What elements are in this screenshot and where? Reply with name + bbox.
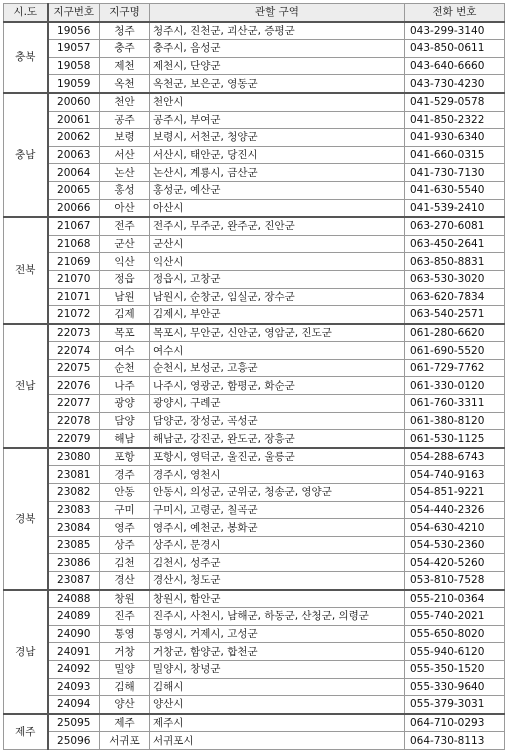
- phone-cell: 055-379-3031: [405, 696, 505, 714]
- office-name-cell: 군산: [100, 235, 150, 253]
- phone-cell: 063-850-8831: [405, 253, 505, 271]
- district-number-cell: 19059: [48, 75, 100, 93]
- table-row: [4, 270, 505, 288]
- office-name-cell: 천안: [100, 93, 150, 111]
- office-name-cell: 아산: [100, 199, 150, 217]
- district-number-cell: 20062: [48, 129, 100, 147]
- office-name-cell: 제천: [100, 57, 150, 75]
- table-row: [4, 643, 505, 661]
- office-name-cell: 여수: [100, 342, 150, 360]
- phone-cell: 043-730-4230: [405, 75, 505, 93]
- district-number-cell: 22079: [48, 430, 100, 448]
- jurisdiction-cell: 양산시: [150, 696, 405, 714]
- header-row: [4, 4, 505, 22]
- phone-cell: 053-810-7528: [405, 572, 505, 590]
- office-name-cell: 나주: [100, 377, 150, 395]
- district-number-cell: 23082: [48, 484, 100, 502]
- office-name-cell: 보령: [100, 129, 150, 147]
- region-cell: 제주: [4, 714, 48, 750]
- phone-cell: 054-440-2326: [405, 501, 505, 519]
- table-row: [4, 253, 505, 271]
- phone-cell: 041-730-7130: [405, 164, 505, 182]
- office-name-cell: 통영: [100, 625, 150, 643]
- phone-cell: 061-729-7762: [405, 359, 505, 377]
- phone-cell: 054-851-9221: [405, 484, 505, 502]
- table-row: [4, 217, 505, 235]
- district-number-cell: 24094: [48, 696, 100, 714]
- phone-cell: 061-280-6620: [405, 324, 505, 342]
- office-name-cell: 영주: [100, 519, 150, 537]
- header-number: 지구번호: [48, 4, 100, 22]
- phone-cell: 055-210-0364: [405, 590, 505, 608]
- office-name-cell: 경산: [100, 572, 150, 590]
- phone-cell: 055-650-8020: [405, 625, 505, 643]
- phone-cell: 061-760-3311: [405, 395, 505, 413]
- jurisdiction-cell: 거창군, 함양군, 합천군: [150, 643, 405, 661]
- office-name-cell: 서귀포: [100, 732, 150, 750]
- phone-cell: 064-730-8113: [405, 732, 505, 750]
- jurisdiction-cell: 진주시, 사천시, 남해군, 하동군, 산청군, 의령군: [150, 608, 405, 626]
- jurisdiction-cell: 보령시, 서천군, 청양군: [150, 129, 405, 147]
- jurisdiction-cell: 제천시, 단양군: [150, 57, 405, 75]
- phone-cell: 041-930-6340: [405, 129, 505, 147]
- table-row: [4, 181, 505, 199]
- phone-cell: 063-450-2641: [405, 235, 505, 253]
- district-number-cell: 24091: [48, 643, 100, 661]
- office-name-cell: 창원: [100, 590, 150, 608]
- district-number-cell: 24093: [48, 678, 100, 696]
- region-cell: 경북: [4, 448, 48, 590]
- phone-cell: 061-690-5520: [405, 342, 505, 360]
- district-number-cell: 21071: [48, 288, 100, 306]
- header-office: 지구명: [100, 4, 150, 22]
- phone-cell: 063-540-2571: [405, 306, 505, 324]
- district-number-cell: 19058: [48, 57, 100, 75]
- jurisdiction-cell: 담양군, 장성군, 곡성군: [150, 412, 405, 430]
- table-row: [4, 75, 505, 93]
- office-name-cell: 순천: [100, 359, 150, 377]
- district-number-cell: 23085: [48, 536, 100, 554]
- office-name-cell: 서산: [100, 146, 150, 164]
- jurisdiction-cell: 홍성군, 예산군: [150, 181, 405, 199]
- office-name-cell: 담양: [100, 412, 150, 430]
- table-row: [4, 199, 505, 217]
- jurisdiction-cell: 서귀포시: [150, 732, 405, 750]
- jurisdiction-cell: 청주시, 진천군, 괴산군, 증평군: [150, 22, 405, 40]
- office-name-cell: 포항: [100, 448, 150, 466]
- jurisdiction-cell: 창원시, 함안군: [150, 590, 405, 608]
- phone-cell: 055-330-9640: [405, 678, 505, 696]
- table-row: [4, 111, 505, 129]
- district-number-cell: 21070: [48, 270, 100, 288]
- office-name-cell: 익산: [100, 253, 150, 271]
- phone-cell: 061-530-1125: [405, 430, 505, 448]
- office-name-cell: 청주: [100, 22, 150, 40]
- jurisdiction-cell: 군산시: [150, 235, 405, 253]
- phone-cell: 063-620-7834: [405, 288, 505, 306]
- district-number-cell: 20066: [48, 199, 100, 217]
- jurisdiction-cell: 전주시, 무주군, 완주군, 진안군: [150, 217, 405, 235]
- district-number-cell: 23083: [48, 501, 100, 519]
- phone-cell: 055-740-2021: [405, 608, 505, 626]
- table-row: [4, 359, 505, 377]
- office-name-cell: 공주: [100, 111, 150, 129]
- jurisdiction-cell: 통영시, 거제시, 고성군: [150, 625, 405, 643]
- table-row: [4, 306, 505, 324]
- jurisdiction-cell: 아산시: [150, 199, 405, 217]
- table-row: [4, 342, 505, 360]
- district-number-cell: 22073: [48, 324, 100, 342]
- phone-cell: 041-539-2410: [405, 199, 505, 217]
- table-row: [4, 536, 505, 554]
- district-number-cell: 19056: [48, 22, 100, 40]
- table-body: [4, 22, 505, 750]
- district-number-cell: 23087: [48, 572, 100, 590]
- office-name-cell: 거창: [100, 643, 150, 661]
- jurisdiction-cell: 여수시: [150, 342, 405, 360]
- office-name-cell: 밀양: [100, 660, 150, 678]
- phone-cell: 041-660-0315: [405, 146, 505, 164]
- phone-cell: 055-940-6120: [405, 643, 505, 661]
- office-name-cell: 전주: [100, 217, 150, 235]
- table-row: [4, 235, 505, 253]
- table-row: [4, 164, 505, 182]
- table-row: [4, 93, 505, 111]
- office-name-cell: 상주: [100, 536, 150, 554]
- district-number-cell: 25096: [48, 732, 100, 750]
- table-row: [4, 484, 505, 502]
- district-number-cell: 25095: [48, 714, 100, 732]
- region-cell: 충북: [4, 22, 48, 93]
- district-number-cell: 21068: [48, 235, 100, 253]
- header-region: 시.도: [4, 4, 48, 22]
- table-row: [4, 40, 505, 58]
- table-row: [4, 22, 505, 40]
- jurisdiction-cell: 천안시: [150, 93, 405, 111]
- office-name-cell: 홍성: [100, 181, 150, 199]
- jurisdiction-cell: 김해시: [150, 678, 405, 696]
- office-name-cell: 경주: [100, 466, 150, 484]
- phone-cell: 043-850-0611: [405, 40, 505, 58]
- table-container: [3, 3, 505, 750]
- district-number-cell: 20064: [48, 164, 100, 182]
- district-number-cell: 22076: [48, 377, 100, 395]
- table-row: [4, 448, 505, 466]
- office-name-cell: 남원: [100, 288, 150, 306]
- office-name-cell: 해남: [100, 430, 150, 448]
- district-number-cell: 20060: [48, 93, 100, 111]
- table-row: [4, 57, 505, 75]
- office-name-cell: 정읍: [100, 270, 150, 288]
- office-name-cell: 진주: [100, 608, 150, 626]
- table-row: [4, 714, 505, 732]
- table-row: [4, 129, 505, 147]
- office-name-cell: 광양: [100, 395, 150, 413]
- jurisdiction-cell: 나주시, 영광군, 함평군, 화순군: [150, 377, 405, 395]
- table-row: [4, 146, 505, 164]
- office-name-cell: 양산: [100, 696, 150, 714]
- office-name-cell: 김제: [100, 306, 150, 324]
- jurisdiction-cell: 광양시, 구례군: [150, 395, 405, 413]
- district-number-cell: 23086: [48, 554, 100, 572]
- jurisdiction-cell: 경주시, 영천시: [150, 466, 405, 484]
- phone-cell: 054-530-2360: [405, 536, 505, 554]
- jurisdiction-cell: 경산시, 청도군: [150, 572, 405, 590]
- table-row: [4, 660, 505, 678]
- table-row: [4, 288, 505, 306]
- phone-cell: 064-710-0293: [405, 714, 505, 732]
- table-row: [4, 395, 505, 413]
- header-phone: 전화 번호: [405, 4, 505, 22]
- district-number-cell: 19057: [48, 40, 100, 58]
- phone-cell: 061-380-8120: [405, 412, 505, 430]
- district-number-cell: 24088: [48, 590, 100, 608]
- table-row: [4, 519, 505, 537]
- jurisdiction-cell: 영주시, 예천군, 봉화군: [150, 519, 405, 537]
- region-cell: 충남: [4, 93, 48, 217]
- district-number-cell: 21067: [48, 217, 100, 235]
- district-table: [3, 3, 505, 750]
- table-row: [4, 732, 505, 750]
- jurisdiction-cell: 밀양시, 창녕군: [150, 660, 405, 678]
- jurisdiction-cell: 해남군, 강진군, 완도군, 장흥군: [150, 430, 405, 448]
- office-name-cell: 제주: [100, 714, 150, 732]
- district-number-cell: 23084: [48, 519, 100, 537]
- office-name-cell: 충주: [100, 40, 150, 58]
- jurisdiction-cell: 목포시, 무안군, 신안군, 영암군, 진도군: [150, 324, 405, 342]
- office-name-cell: 구미: [100, 501, 150, 519]
- phone-cell: 055-350-1520: [405, 660, 505, 678]
- jurisdiction-cell: 포항시, 영덕군, 울진군, 울릉군: [150, 448, 405, 466]
- district-number-cell: 20061: [48, 111, 100, 129]
- jurisdiction-cell: 옥천군, 보은군, 영동군: [150, 75, 405, 93]
- table-row: [4, 608, 505, 626]
- jurisdiction-cell: 논산시, 계룡시, 금산군: [150, 164, 405, 182]
- table-row: [4, 324, 505, 342]
- jurisdiction-cell: 김천시, 성주군: [150, 554, 405, 572]
- office-name-cell: 김천: [100, 554, 150, 572]
- office-name-cell: 안동: [100, 484, 150, 502]
- phone-cell: 043-299-3140: [405, 22, 505, 40]
- jurisdiction-cell: 김제시, 부안군: [150, 306, 405, 324]
- office-name-cell: 옥천: [100, 75, 150, 93]
- district-number-cell: 22074: [48, 342, 100, 360]
- phone-cell: 041-850-2322: [405, 111, 505, 129]
- jurisdiction-cell: 상주시, 문경시: [150, 536, 405, 554]
- table-row: [4, 466, 505, 484]
- district-number-cell: 20065: [48, 181, 100, 199]
- table-row: [4, 554, 505, 572]
- phone-cell: 054-288-6743: [405, 448, 505, 466]
- district-number-cell: 23080: [48, 448, 100, 466]
- jurisdiction-cell: 공주시, 부여군: [150, 111, 405, 129]
- table-row: [4, 430, 505, 448]
- jurisdiction-cell: 익산시: [150, 253, 405, 271]
- table-row: [4, 572, 505, 590]
- phone-cell: 043-640-6660: [405, 57, 505, 75]
- jurisdiction-cell: 제주시: [150, 714, 405, 732]
- jurisdiction-cell: 정읍시, 고창군: [150, 270, 405, 288]
- district-number-cell: 21072: [48, 306, 100, 324]
- region-cell: 경남: [4, 590, 48, 714]
- header-area: 관할 구역: [150, 4, 405, 22]
- office-name-cell: 논산: [100, 164, 150, 182]
- phone-cell: 054-740-9163: [405, 466, 505, 484]
- table-row: [4, 377, 505, 395]
- phone-cell: 041-529-0578: [405, 93, 505, 111]
- jurisdiction-cell: 안동시, 의성군, 군위군, 청송군, 영양군: [150, 484, 405, 502]
- region-cell: 전남: [4, 324, 48, 448]
- district-number-cell: 24090: [48, 625, 100, 643]
- table-row: [4, 501, 505, 519]
- phone-cell: 063-270-6081: [405, 217, 505, 235]
- table-row: [4, 412, 505, 430]
- phone-cell: 041-630-5540: [405, 181, 505, 199]
- district-number-cell: 22075: [48, 359, 100, 377]
- phone-cell: 063-530-3020: [405, 270, 505, 288]
- jurisdiction-cell: 서산시, 태안군, 당진시: [150, 146, 405, 164]
- table-row: [4, 678, 505, 696]
- table-row: [4, 696, 505, 714]
- district-number-cell: 22077: [48, 395, 100, 413]
- district-number-cell: 21069: [48, 253, 100, 271]
- district-number-cell: 20063: [48, 146, 100, 164]
- region-cell: 전북: [4, 217, 48, 324]
- district-number-cell: 23081: [48, 466, 100, 484]
- jurisdiction-cell: 구미시, 고령군, 칠곡군: [150, 501, 405, 519]
- office-name-cell: 목포: [100, 324, 150, 342]
- phone-cell: 061-330-0120: [405, 377, 505, 395]
- office-name-cell: 김해: [100, 678, 150, 696]
- jurisdiction-cell: 순천시, 보성군, 고흥군: [150, 359, 405, 377]
- district-number-cell: 24092: [48, 660, 100, 678]
- phone-cell: 054-630-4210: [405, 519, 505, 537]
- table-row: [4, 590, 505, 608]
- district-number-cell: 24089: [48, 608, 100, 626]
- jurisdiction-cell: 남원시, 순창군, 임실군, 장수군: [150, 288, 405, 306]
- table-row: [4, 625, 505, 643]
- jurisdiction-cell: 충주시, 음성군: [150, 40, 405, 58]
- district-number-cell: 22078: [48, 412, 100, 430]
- phone-cell: 054-420-5260: [405, 554, 505, 572]
